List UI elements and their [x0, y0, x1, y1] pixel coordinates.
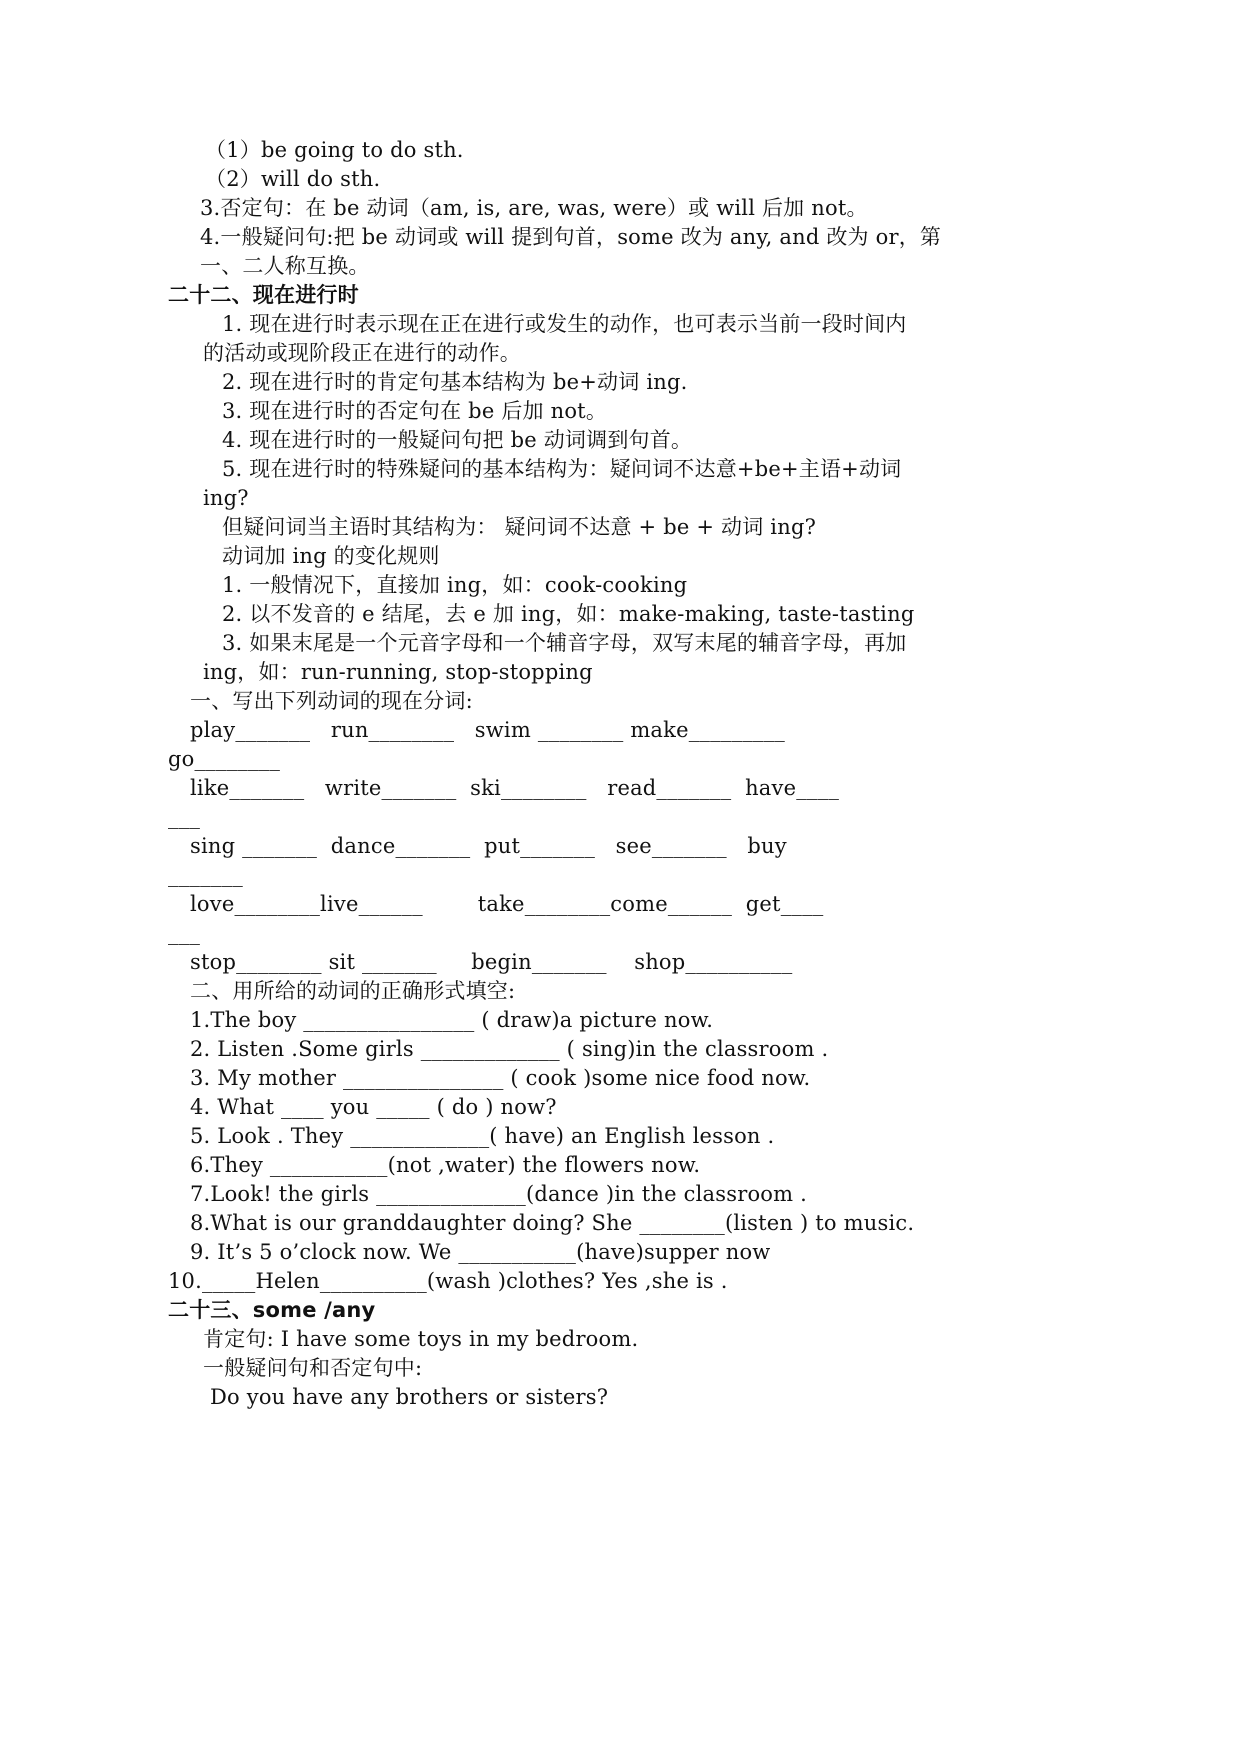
exercise1-row5: stop________ sit _______ begin_______ shop__________ — [190, 950, 793, 974]
section-23-heading: 二十三、some /any — [168, 1298, 376, 1322]
s23-example: Do you have any brothers or sisters? — [210, 1385, 609, 1409]
exercise1-row4: love________live______ take________come______ get____ — [190, 892, 824, 916]
exercise1-row2: like_______ write_______ ski________ read_______ have____ — [190, 776, 840, 800]
item-will-do: （2）will do sth. — [205, 167, 381, 191]
exercise1-title: 一、写出下列动词的现在分词: — [190, 689, 473, 713]
exercise2-item: 6.They ___________(not ,water) the flowers now. — [190, 1153, 701, 1177]
exercise1-row3: sing _______ dance_______ put_______ see_______ buy — [190, 834, 787, 858]
s22-point4: 4. 现在进行时的一般疑问句把 be 动词调到句首。 — [222, 428, 693, 452]
item-be-going-to: （1）be going to do sth. — [205, 138, 464, 162]
ing-rule3-line1: 3. 如果末尾是一个元音字母和一个辅音字母，双写末尾的辅音字母，再加 — [222, 631, 907, 655]
question-rule-line2: 一、二人称互换。 — [200, 254, 370, 278]
exercise2-item: 10._____Helen__________(wash )clothes? Yes ,she is . — [168, 1269, 728, 1293]
s22-point6: 但疑问词当主语时其结构为： 疑问词不达意 + be + 动词 ing? — [222, 515, 817, 539]
exercise1-row3-wrap: _______ — [168, 863, 243, 887]
exercise2-item: 4. What ____ you _____ ( do ) now? — [190, 1095, 557, 1119]
exercise1-row2-wrap: ___ — [168, 805, 201, 829]
exercise2-item: 1.The boy ________________ ( draw)a picture now. — [190, 1008, 714, 1032]
s23-affirmative: 肯定句: I have some toys in my bedroom. — [203, 1327, 639, 1351]
exercise1-row1: play_______ run________ swim ________ make_________ — [190, 718, 786, 742]
exercise2-item: 3. My mother _______________ ( cook )some nice food now. — [190, 1066, 811, 1090]
s23-question-negative: 一般疑问句和否定句中: — [203, 1356, 423, 1380]
exercise2-item: 2. Listen .Some girls _____________ ( sing)in the classroom . — [190, 1037, 829, 1061]
s22-point3: 3. 现在进行时的否定句在 be 后加 not。 — [222, 399, 608, 423]
exercise2-item: 8.What is our granddaughter doing? She ________(listen ) to music. — [190, 1211, 915, 1235]
question-rule-line1: 4.一般疑问句:把 be 动词或 will 提到句首，some 改为 any, and 改为 or，第 — [200, 225, 942, 249]
s22-point2: 2. 现在进行时的肯定句基本结构为 be+动词 ing. — [222, 370, 688, 394]
ing-rule3-line2: ing，如：run-running, stop-stopping — [203, 660, 593, 684]
exercise2-item: 5. Look . They _____________( have) an English lesson . — [190, 1124, 775, 1148]
s22-point5-line1: 5. 现在进行时的特殊疑问的基本结构为：疑问词不达意+be+主语+动词 — [222, 457, 902, 481]
negative-rule: 3.否定句：在 be 动词（am, is, are, was, were）或 will 后加 not。 — [200, 196, 868, 220]
section-22-heading: 二十二、现在进行时 — [168, 283, 359, 307]
exercise2-item: 9. It’s 5 o’clock now. We ___________(have)supper now — [190, 1240, 771, 1264]
exercise2-item: 7.Look! the girls ______________(dance )in the classroom . — [190, 1182, 808, 1206]
exercise1-row1-wrap: go________ — [168, 747, 281, 771]
s22-point1-line2: 的活动或现阶段正在进行的动作。 — [203, 341, 521, 365]
s22-point1-line1: 1. 现在进行时表示现在正在进行或发生的动作，也可表示当前一段时间内 — [222, 312, 907, 336]
ing-rule1: 1. 一般情况下，直接加 ing，如：cook-cooking — [222, 573, 688, 597]
exercise1-row4-wrap: ___ — [168, 921, 201, 945]
ing-rules-title: 动词加 ing 的变化规则 — [222, 544, 440, 568]
exercise2-title: 二、用所给的动词的正确形式填空: — [190, 979, 516, 1003]
s22-point5-line2: ing? — [203, 486, 249, 510]
ing-rule2: 2. 以不发音的 e 结尾，去 e 加 ing，如：make-making, taste-tasting — [222, 602, 915, 626]
